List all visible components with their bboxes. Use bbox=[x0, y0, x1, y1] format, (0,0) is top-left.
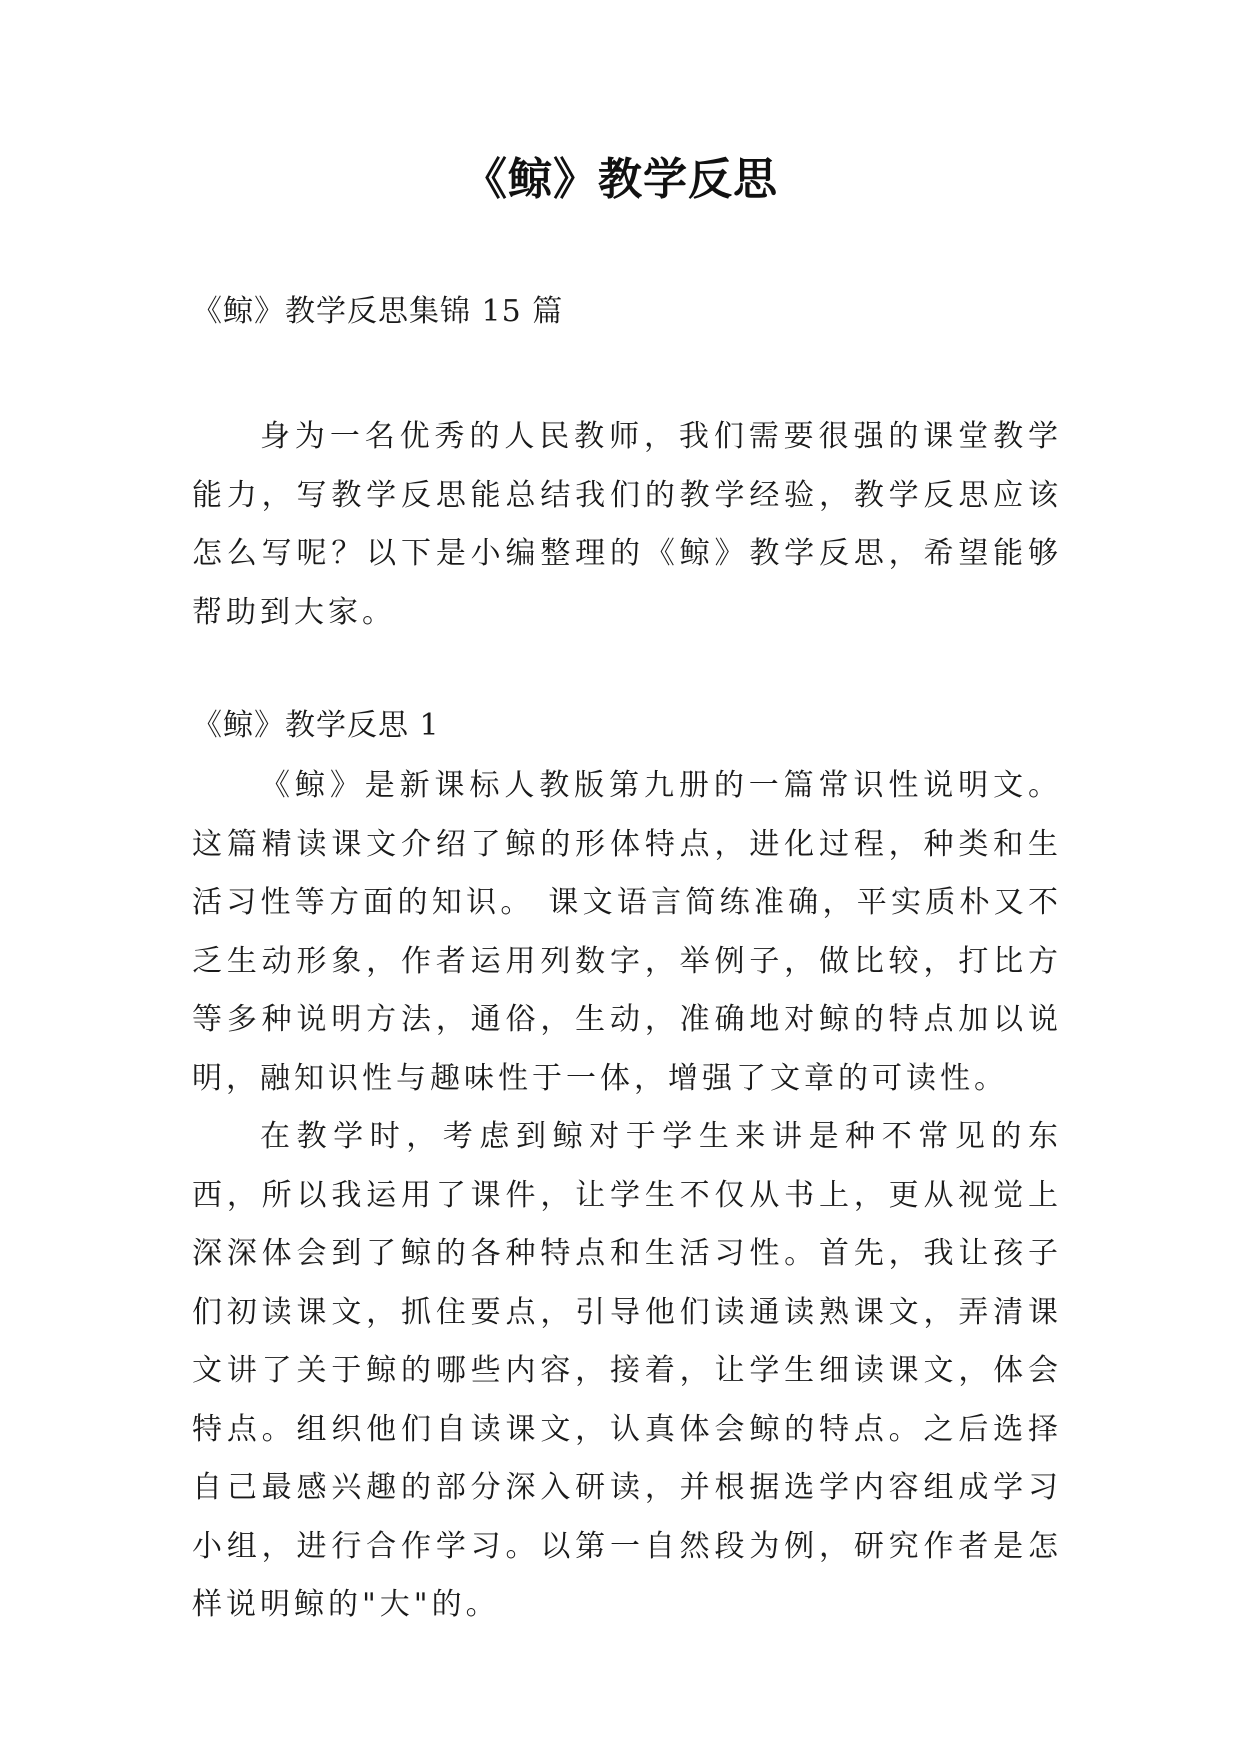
intro-paragraph: 身为一名优秀的人民教师，我们需要很强的课堂教学能力，写教学反思能总结我们的教学经验，教学反思应该怎么写呢？以下是小编整理的《鲸》教学反思，希望能够帮助到大家。 bbox=[192, 419, 1062, 630]
document-subtitle: 《鲸》教学反思集锦 15 篇 bbox=[192, 294, 564, 329]
section-body bbox=[192, 757, 1062, 1635]
body-paragraph: 在教学时，考虑到鲸对于学生来讲是种不常见的东西，所以我运用了课件，让学生不仅从书上，更从视觉上深深体会到了鲸的各种特点和生活习性。首先，我让孩子们初读课文，抓住要点，引导他们读通读熟课文，弄清课文讲了关于鲸的哪些内容，接着，让学生细读课文，体会特点。组织他们自读课文，认真体会鲸的特点。之后选择自己最感兴趣的部分深入研读，并根据选学内容组成学习小组，进行合作学习。以第一自然段为例，研究作者是怎样说明鲸的"大"的。 bbox=[192, 1119, 1062, 1622]
section-heading: 《鲸》教学反思 1 bbox=[192, 708, 440, 743]
document-title: 《鲸》教学反思 bbox=[463, 154, 778, 205]
body-paragraph: 《鲸》是新课标人教版第九册的一篇常识性说明文。这篇精读课文介绍了鲸的形体特点，进化过程，种类和生活习性等方面的知识。 课文语言简练准确，平实质朴又不乏生动形象，作者运用列数字，举例子，做比较，打比方等多种说明方法，通俗，生动，准确地对鲸的特点加以说明，融知识性与趣味性于一体，增强了文章的可读性。 bbox=[192, 768, 1062, 1096]
